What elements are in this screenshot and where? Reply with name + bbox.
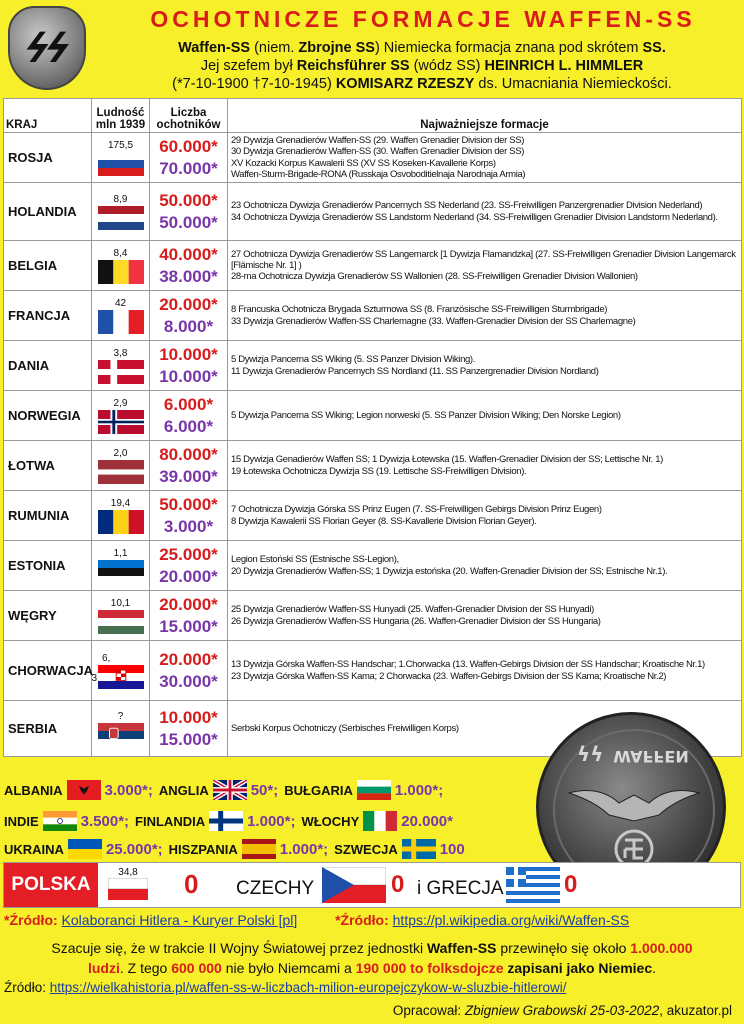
coin-top-text: WAFFEN	[613, 747, 689, 766]
extra-country-value: 20.000*	[401, 812, 453, 830]
source-link-wikipedia[interactable]: https://pl.wikipedia.org/wiki/Waffen-SS	[392, 912, 630, 928]
header-country: KRAJ	[4, 99, 92, 133]
volunteers-value-2: 70.000*	[159, 158, 218, 178]
formation-item: 33 Dywizja Grenadierów Waffen-SS Charlemagne (33. Waffen-Grenadier Division der SS Charlemagne)	[231, 315, 636, 327]
population-cell	[92, 341, 150, 391]
table-row	[4, 291, 742, 341]
grecja-value: 0	[564, 871, 578, 898]
volunteers-cell	[150, 701, 228, 757]
netherlands-flag-icon	[98, 206, 144, 230]
albania-flag-icon	[67, 780, 101, 800]
population-cell: 6, 3	[92, 641, 150, 701]
extra-country-label: UKRAINA	[4, 841, 64, 857]
volunteers-value-1: 25.000*	[159, 544, 218, 564]
header-formations: Najważniejsze formacje	[228, 99, 742, 133]
extra-country-label: ALBANIA	[4, 782, 63, 798]
population-value: 1,1	[113, 547, 128, 559]
extra-country-label: WŁOCHY	[301, 813, 360, 829]
population-value: 19,4	[110, 497, 131, 509]
volunteers-cell	[150, 183, 228, 241]
formation-item: 30 Dywizja Grenadierów Waffen-SS (30. Waffen Grenadier Division der SS)	[231, 146, 525, 158]
formation-item: 23 Dywizja Górska Waffen-SS Kama; 2 Chorwacka (23. Waffen-Gebirgs Division der SS Kama; Kroatische Nr.2)	[231, 670, 667, 682]
country-name: SERBIA	[4, 701, 92, 757]
extra-country-value: 100	[439, 840, 465, 858]
formation-item: 5 Dywizja Pancerna SS Wiking; Legion norweski (5. SS Panzer Division Wiking; Den Norske Legion)	[231, 409, 621, 421]
formations-cell	[228, 391, 742, 441]
formation-item: 27 Ochotnicza Dywizja Grenadierów SS Langemarck [1 Dywizja Flamandzka] (27. SS-Freiwilligen Grenadier Division Langemarck [Flämische Nr. 1] )	[231, 248, 736, 271]
polska-value: 0	[184, 869, 199, 899]
formation-item: 29 Dywizja Grenadierów Waffen-SS (29. Waffen Grenadier Division der SS)	[231, 135, 525, 147]
spain-flag-icon	[242, 839, 276, 859]
population-value: ?	[117, 710, 124, 722]
formation-item: 19 Łotewska Ochotnicza Dywizja SS (19. Lettische SS-Freiwilligen Division).	[231, 465, 527, 477]
subtitle-line-3: (*7-10-1900 †7-10-1945) KOMISARZ RZESZY ds. Umacniania Niemieckości.	[172, 76, 672, 92]
source-line-3: Źródło: https://wielkahistoria.pl/waffen-ss-w-liczbach-milion-europejczykow-w-sluzbie-hitlerowi/	[4, 980, 567, 995]
table-row	[4, 183, 742, 241]
formation-item: XV Kozacki Korpus Kawalerii SS (XV SS Koseken-Kavallerie Korps)	[231, 157, 496, 169]
table-row	[4, 133, 742, 183]
summary-note: Szacuje się, że w trakcie II Wojny Światowej przez jednostki Waffen-SS przewinęło się około 1.000.000 ludzi. Z tego 600 000 nie było Niemcami a 190 000 to folksdojcze zapisani jako Niemiec.	[51, 940, 693, 976]
volunteers-value-2: 3.000*	[163, 516, 214, 536]
volunteers-cell	[150, 241, 228, 291]
formation-item: 28-ma Ochotnicza Dywizja Grenadierów SS Wallonien (28. SS-Freiwilligen Grenadier Division Wallonien)	[231, 271, 638, 283]
country-name: ROSJA	[4, 133, 92, 183]
extra-country-label: SZWECJA	[334, 841, 398, 857]
source-link-kuryer[interactable]: Kolaboranci Hitlera - Kuryer Polski [pl]	[61, 912, 298, 928]
volunteers-value-1: 80.000*	[159, 444, 218, 464]
formation-item: 25 Dywizja Grenadierów Waffen-SS Hunyadi (25. Waffen-Grenadier Division der SS Hunyadi)	[231, 604, 594, 616]
ukraine-flag-icon	[68, 839, 102, 859]
population-cell	[92, 701, 150, 757]
extras-row-1	[4, 777, 449, 803]
formations-cell	[228, 183, 742, 241]
belgium-flag-icon	[98, 260, 144, 284]
volunteers-cell	[150, 541, 228, 591]
volunteers-value-1: 6.000*	[163, 394, 214, 414]
population-cell	[92, 241, 150, 291]
table-row	[4, 491, 742, 541]
formations-cell	[228, 291, 742, 341]
formation-item: Serbski Korpus Ochotniczy (Serbisches Freiwilligen Korps)	[231, 722, 459, 734]
france-flag-icon	[98, 310, 144, 334]
header-population: Ludność mln 1939	[92, 99, 150, 133]
formations-cell	[228, 133, 742, 183]
croatia-flag-icon	[98, 665, 144, 689]
formations-cell	[228, 441, 742, 491]
formations-cell	[228, 241, 742, 291]
formation-item: 8 Francuska Ochotnicza Brygada Szturmowa SS (8. Französische SS-Freiwilligen Sturmbrigade)	[231, 304, 608, 316]
extra-country-label: BUŁGARIA	[284, 782, 353, 798]
formation-item: 5 Dywizja Pancerna SS Wiking (5. SS Panzer Division Wiking).	[231, 354, 476, 366]
hungary-flag-icon	[98, 610, 144, 634]
formation-item: Legion Estoński SS (Estnische SS-Legion),	[231, 554, 399, 566]
page-title: OCHOTNICZE FORMACJE WAFFEN-SS	[150, 6, 696, 32]
extra-country-value: 3.500*;	[80, 812, 130, 830]
volunteers-value-1: 10.000*	[159, 707, 218, 727]
country-name: WĘGRY	[4, 591, 92, 641]
country-name: FRANCJA	[4, 291, 92, 341]
volunteers-value-2: 38.000*	[159, 266, 218, 286]
formation-item: 13 Dywizja Górska Waffen-SS Handschar; 1.Chorwacka (13. Waffen-Gebirgs Division der SS Handschar; Kroatische Nr.1)	[231, 659, 705, 671]
estonia-flag-icon	[98, 560, 144, 584]
country-name: ESTONIA	[4, 541, 92, 591]
table-row	[4, 591, 742, 641]
volunteers-table	[3, 98, 742, 757]
norway-flag-icon	[98, 410, 144, 434]
population-cell	[92, 541, 150, 591]
volunteers-value-2: 50.000*	[159, 212, 218, 232]
grecja-label: i GRECJA	[417, 878, 504, 899]
volunteers-value-2: 39.000*	[159, 466, 218, 486]
extra-country-label: INDIE	[4, 813, 39, 829]
population-value: 175,5	[107, 139, 134, 151]
volunteers-cell	[150, 291, 228, 341]
latvia-flag-icon	[98, 460, 144, 484]
extras-row-2	[4, 808, 459, 834]
formation-item: 11 Dywizja Grenadierów Pancernych SS Nordland (11. SS Panzergrenadier Division Nordland)	[231, 365, 599, 377]
table-row	[4, 541, 742, 591]
formation-item: Waffen-Sturm-Brigade-RONA (Russkaja Osvoboditielnaja Narodnaja Armia)	[231, 168, 526, 180]
population-value: 8,9	[113, 193, 128, 205]
source-link-wielkahistoria[interactable]: https://wielkahistoria.pl/waffen-ss-w-liczbach-milion-europejczykow-w-sluzbie-hitlerowi/	[49, 980, 567, 995]
population-cell	[92, 391, 150, 441]
uk-flag-icon	[213, 780, 247, 800]
czechy-label: CZECHY	[236, 878, 315, 899]
extras-row-3	[4, 836, 471, 862]
population-value: 10,1	[110, 597, 131, 609]
volunteers-value-2: 20.000*	[159, 566, 218, 586]
formation-item: 8 Dywizja Kawalerii SS Florian Geyer (8. SS-Kavallerie Division Florian Geyer).	[231, 515, 537, 527]
formations-cell	[228, 641, 742, 701]
population-value: 3,8	[113, 347, 128, 359]
finland-flag-icon	[209, 811, 243, 831]
population-cell	[92, 491, 150, 541]
volunteers-value-2: 30.000*	[159, 671, 218, 691]
volunteers-cell	[150, 491, 228, 541]
population-value: 8,4	[113, 247, 128, 259]
formation-item: 23 Ochotnicza Dywizja Grenadierów Pancernych SS Nederland (23. SS-Freiwilligen Panzergrenadier Division Nederland)	[231, 200, 703, 212]
volunteers-value-1: 60.000*	[159, 136, 218, 156]
russia-flag-icon	[98, 152, 144, 176]
volunteers-value-2: 6.000*	[163, 416, 214, 436]
country-name: NORWEGIA	[4, 391, 92, 441]
country-name: HOLANDIA	[4, 183, 92, 241]
formations-cell	[228, 341, 742, 391]
population-cell	[92, 441, 150, 491]
polska-population: 34,8	[108, 867, 148, 900]
denmark-flag-icon	[98, 360, 144, 384]
formation-item: 20 Dywizja Grenadierów Waffen-SS; 1 Dywizja estońska (20. Waffen-Grenadier Division der SS; Estnische Nr.1).	[231, 565, 668, 577]
table-row	[4, 441, 742, 491]
country-name: DANIA	[4, 341, 92, 391]
india-flag-icon	[43, 811, 77, 831]
extra-country-value: 3.000*;	[104, 781, 153, 799]
czech-flag-icon	[322, 867, 386, 903]
volunteers-value-1: 20.000*	[159, 649, 218, 669]
extra-country-value: 50*;	[250, 781, 279, 799]
extra-country-value: 1.000*;	[279, 840, 329, 858]
poland-flag-icon	[108, 878, 148, 900]
population-cell	[92, 591, 150, 641]
volunteers-cell	[150, 391, 228, 441]
formation-item: 15 Dywizja Genadierów Waffen SS; 1 Dywizja Łotewska (15. Waffen-Grenadier Division der SS; Lettische Nr. 1)	[231, 454, 663, 466]
population-cell	[92, 183, 150, 241]
volunteers-value-1: 40.000*	[159, 244, 218, 264]
extra-country-label: FINLANDIA	[135, 813, 206, 829]
ss-emblem-icon: ϟϟ	[8, 6, 86, 90]
volunteers-value-1: 20.000*	[159, 594, 218, 614]
bulgaria-flag-icon	[357, 780, 391, 800]
volunteers-value-2: 15.000*	[159, 729, 218, 749]
formations-cell	[228, 591, 742, 641]
credit-line: Opracował: Zbigniew Grabowski 25-03-2022, akuzator.pl	[392, 1003, 732, 1018]
extra-country-value: 1.000*;	[394, 781, 444, 799]
polska-label: POLSKA	[4, 863, 98, 907]
volunteers-value-2: 8.000*	[163, 316, 214, 336]
formation-item: 26 Dywizja Grenadierów Waffen-SS Hungaria (26. Waffen-Grenadier Division der SS Hungaria)	[231, 615, 601, 627]
volunteers-value-2: 10.000*	[159, 366, 218, 386]
formations-cell	[228, 541, 742, 591]
table-row	[4, 641, 742, 701]
volunteers-value-1: 20.000*	[159, 294, 218, 314]
country-name: BELGIA	[4, 241, 92, 291]
greece-flag-icon	[506, 867, 560, 903]
population-value: 2,9	[113, 397, 128, 409]
italy-flag-icon	[363, 811, 397, 831]
country-name: RUMUNIA	[4, 491, 92, 541]
header-volunteers: Liczba ochotników	[150, 99, 228, 133]
table-row	[4, 341, 742, 391]
volunteers-cell	[150, 441, 228, 491]
country-name: ŁOTWA	[4, 441, 92, 491]
extra-country-label: ANGLIA	[158, 782, 209, 798]
extra-country-label: HISZPANIA	[168, 841, 238, 857]
formation-item: 7 Ochotnicza Dywizja Górska SS Prinz Eugen (7. SS-Freiwilligen Gebirgs Division Prinz Eugen)	[231, 504, 602, 516]
romania-flag-icon	[98, 510, 144, 534]
volunteers-cell	[150, 133, 228, 183]
formation-item: 34 Ochotnicza Dywizja Grenadierów SS Landstorm Nederland (34. SS-Freiwilligen Grenadier Division Landstorm Nederland).	[231, 211, 718, 223]
population-value-visible: 6,	[102, 652, 111, 664]
subtitle-line-1: Waffen-SS (niem. Zbrojne SS) Niemiecka formacja znana pod skrótem SS.	[178, 40, 666, 56]
polska-row	[3, 862, 741, 908]
svg-text:ϟϟ: ϟϟ	[577, 742, 604, 766]
population-cell	[92, 291, 150, 341]
table-row	[4, 391, 742, 441]
volunteers-value-1: 50.000*	[159, 190, 218, 210]
sweden-flag-icon	[402, 839, 436, 859]
czechy-value: 0	[391, 871, 405, 898]
table-row	[4, 241, 742, 291]
subtitle-line-2: Jej szefem był Reichsführer SS (wódz SS) HEINRICH L. HIMMLER	[200, 58, 644, 74]
volunteers-value-1: 10.000*	[159, 344, 218, 364]
formations-cell	[228, 491, 742, 541]
volunteers-cell	[150, 641, 228, 701]
extra-country-value: 1.000*;	[247, 812, 296, 830]
population-value: 42	[114, 297, 127, 309]
volunteers-value-1: 50.000*	[159, 494, 218, 514]
population-value: 2,0	[113, 447, 128, 459]
volunteers-cell	[150, 341, 228, 391]
country-name: CHORWACJA	[4, 641, 92, 701]
volunteers-value-2: 15.000*	[159, 616, 218, 636]
serbia-flag-icon	[98, 723, 144, 747]
extra-country-value: 25.000*;	[105, 840, 163, 858]
sources-line: *Źródło: Kolaboranci Hitlera - Kuryer Polski [pl] *Źródło: https://pl.wikipedia.org/wiki/Waffen-SS	[4, 912, 630, 928]
volunteers-cell	[150, 591, 228, 641]
population-cell	[92, 133, 150, 183]
